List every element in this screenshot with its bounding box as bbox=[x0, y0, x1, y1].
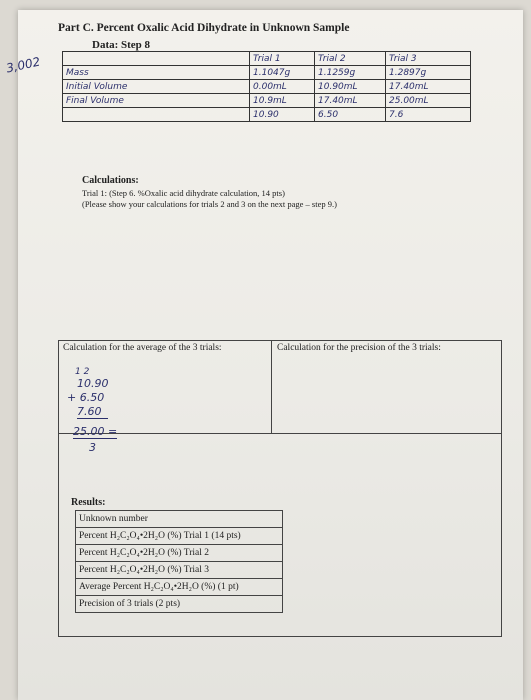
table-cell: 7.6 bbox=[386, 108, 471, 122]
section-subtitle: Data: Step 8 bbox=[92, 39, 151, 51]
table-row bbox=[63, 108, 471, 122]
table-cell: 17.40mL bbox=[386, 80, 471, 94]
calculations-instruction: Trial 1: (Step 6. %Oxalic acid dihydrate calculation, 14 pts) bbox=[82, 188, 285, 198]
table-row bbox=[76, 511, 283, 528]
result-row-label: Percent H₂C₂O₄•2H₂O (%) Trial 3 bbox=[76, 562, 283, 579]
data-table bbox=[62, 51, 471, 122]
row-label: Initial Volume bbox=[63, 80, 250, 94]
row-label bbox=[63, 108, 250, 122]
table-cell: 0.00mL bbox=[250, 80, 315, 94]
table-header-cell: Trial 1 bbox=[250, 52, 315, 66]
table-cell: 25.00mL bbox=[386, 94, 471, 108]
result-row-label: Average Percent H₂C₂O₄•2H₂O (%) (1 pt) bbox=[76, 579, 283, 596]
table-cell: 10.90 bbox=[250, 108, 315, 122]
result-row-label: Unknown number bbox=[76, 511, 283, 528]
table-row bbox=[76, 528, 283, 545]
table-cell: 6.50 bbox=[315, 108, 386, 122]
table-cell: 1.2897g bbox=[386, 66, 471, 80]
sum-divisor: 3 bbox=[89, 441, 96, 454]
results-label: Results: bbox=[71, 497, 106, 508]
table-row bbox=[63, 94, 471, 108]
table-header-cell bbox=[63, 52, 250, 66]
column-divider bbox=[271, 341, 272, 433]
row-label: Final Volume bbox=[63, 94, 250, 108]
table-row bbox=[76, 596, 283, 613]
calculations-heading: Calculations: bbox=[82, 175, 139, 186]
table-header-cell: Trial 3 bbox=[386, 52, 471, 66]
margin-note: 3,002 bbox=[4, 54, 42, 76]
table-row bbox=[76, 545, 283, 562]
carry-digits: 1 2 bbox=[75, 367, 90, 377]
table-row bbox=[63, 80, 471, 94]
table-cell: 10.9mL bbox=[250, 94, 315, 108]
row-label: Mass bbox=[63, 66, 250, 80]
results-box bbox=[58, 340, 502, 637]
table-row bbox=[76, 579, 283, 596]
table-header-cell: Trial 2 bbox=[315, 52, 386, 66]
sum-total: 25.00 = bbox=[73, 425, 118, 438]
page-title: Part C. Percent Oxalic Acid Dihydrate in Unknown Sample bbox=[58, 22, 350, 34]
sum-operand: + 6.50 bbox=[67, 391, 105, 404]
sum-operand: 7.60 bbox=[77, 405, 108, 419]
result-row-label: Precision of 3 trials (2 pts) bbox=[76, 596, 283, 613]
table-row bbox=[63, 66, 471, 80]
table-cell: 1.1047g bbox=[250, 66, 315, 80]
calculations-instruction: (Please show your calculations for trials 2 and 3 on the next page – step 9.) bbox=[82, 199, 337, 209]
average-label: Calculation for the average of the 3 trials: bbox=[63, 343, 222, 353]
result-row-label: Percent H₂C₂O₄•2H₂O (%) Trial 2 bbox=[76, 545, 283, 562]
row-divider bbox=[59, 433, 501, 434]
table-cell: 17.40mL bbox=[315, 94, 386, 108]
precision-label: Calculation for the precision of the 3 trials: bbox=[277, 343, 441, 353]
table-header-row bbox=[63, 52, 471, 66]
table-row bbox=[76, 562, 283, 579]
result-row-label: Percent H₂C₂O₄•2H₂O (%) Trial 1 (14 pts) bbox=[76, 528, 283, 545]
results-table bbox=[75, 510, 283, 613]
sum-operand: 10.90 bbox=[77, 377, 109, 390]
table-cell: 10.90mL bbox=[315, 80, 386, 94]
table-cell: 1.1259g bbox=[315, 66, 386, 80]
